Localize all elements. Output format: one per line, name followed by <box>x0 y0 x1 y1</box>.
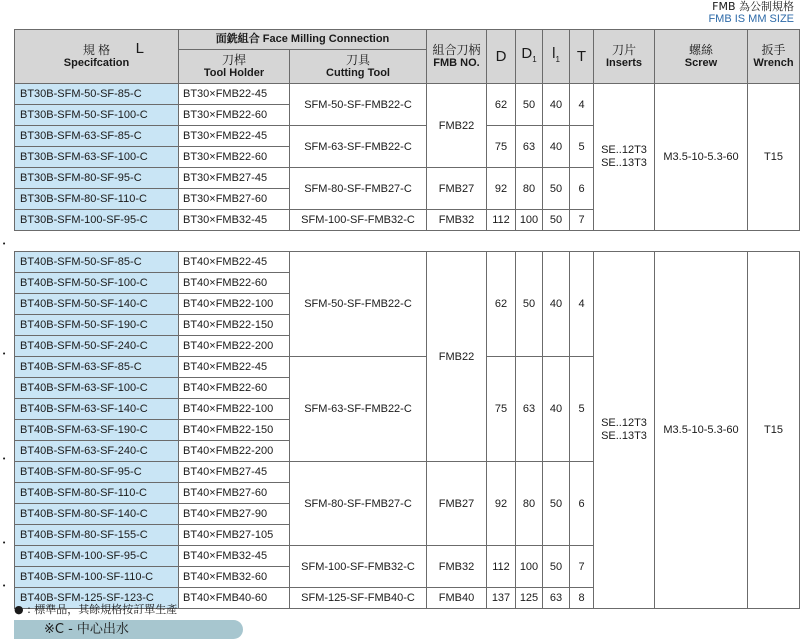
model-cell: BT30B-SFM-100-SF-95-C <box>15 210 179 231</box>
header-specification <box>15 30 179 84</box>
header-inserts-zh: 刀片 <box>611 42 636 57</box>
d1-cell: 100 <box>516 210 543 231</box>
holder-cell: BT40×FMB27-60 <box>179 483 290 504</box>
model-cell: BT40B-SFM-100-SF-95-C <box>15 546 179 567</box>
holder-cell: BT30×FMB27-60 <box>179 189 290 210</box>
holder-cell: BT40×FMB22-60 <box>179 273 290 294</box>
section-separator <box>15 231 800 252</box>
d1-cell: 80 <box>516 168 543 210</box>
holder-cell: BT40×FMB27-105 <box>179 525 290 546</box>
holder-cell: BT40×FMB27-45 <box>179 462 290 483</box>
standard-bullet: • <box>2 539 7 547</box>
header-spec-zh: 規 格 <box>82 42 111 57</box>
tool-cell: SFM-125-SF-FMB40-C <box>290 588 427 609</box>
header-screw-en: Screw <box>684 56 718 69</box>
coolant-tag <box>14 620 243 639</box>
header-tool-zh: 刀具 <box>345 52 370 67</box>
holder-cell: BT40×FMB40-60 <box>179 588 290 609</box>
standard-bullet: • <box>2 582 7 590</box>
d-cell: 92 <box>487 168 516 210</box>
l1-cell: 40 <box>543 357 570 462</box>
holder-cell: BT40×FMB22-45 <box>179 357 290 378</box>
fmb-cell: FMB27 <box>427 462 487 546</box>
standard-bullet: • <box>2 350 7 358</box>
l1-cell: 50 <box>543 210 570 231</box>
header-l1-sub: 1 <box>555 55 560 64</box>
model-cell: BT40B-SFM-125-SF-123-C <box>15 588 179 609</box>
model-cell: BT40B-SFM-50-SF-140-C <box>15 294 179 315</box>
holder-cell: BT40×FMB32-60 <box>179 567 290 588</box>
header-l1 <box>543 30 570 84</box>
model-cell: BT40B-SFM-50-SF-190-C <box>15 315 179 336</box>
tool-cell: SFM-50-SF-FMB22-C <box>290 252 427 357</box>
coolant-tag-label: ※C - 中心出水 <box>44 622 129 637</box>
model-cell: BT40B-SFM-50-SF-85-C <box>15 252 179 273</box>
holder-cell: BT30×FMB22-45 <box>179 126 290 147</box>
header-d1-main: D <box>521 45 533 62</box>
holder-cell: BT40×FMB22-100 <box>179 294 290 315</box>
l1-cell: 50 <box>543 546 570 588</box>
holder-cell: BT40×FMB22-150 <box>179 315 290 336</box>
holder-cell: BT40×FMB22-200 <box>179 336 290 357</box>
model-cell: BT40B-SFM-63-SF-100-C <box>15 378 179 399</box>
d1-cell: 125 <box>516 588 543 609</box>
header-wrench-en: Wrench <box>753 56 794 69</box>
header-inserts-en: Inserts <box>605 56 643 69</box>
header-inserts <box>594 30 655 84</box>
t-cell: 5 <box>570 126 594 168</box>
d1-cell: 80 <box>516 462 543 546</box>
footnote: ● : 標準品，其餘規格按訂單生產 <box>14 603 178 616</box>
header-d1 <box>516 30 543 84</box>
holder-cell: BT40×FMB22-45 <box>179 252 290 273</box>
fmb-cell: FMB22 <box>427 252 487 462</box>
t-cell: 7 <box>570 546 594 588</box>
header-tool-holder <box>179 50 290 84</box>
inserts-cell: SE..12T3 SE..13T3 <box>594 84 655 231</box>
l1-cell: 63 <box>543 588 570 609</box>
model-cell: BT40B-SFM-80-SF-110-C <box>15 483 179 504</box>
model-cell: BT30B-SFM-80-SF-95-C <box>15 168 179 189</box>
l1-cell: 40 <box>543 126 570 168</box>
standard-bullet: • <box>2 240 7 248</box>
holder-cell: BT30×FMB22-60 <box>179 105 290 126</box>
standard-bullet: • <box>2 455 7 463</box>
d1-cell: 63 <box>516 357 543 462</box>
model-cell: BT40B-SFM-63-SF-140-C <box>15 399 179 420</box>
header-spec-en: Specifcation <box>63 56 130 69</box>
header-holder-zh: 刀桿 <box>221 52 246 67</box>
fmb-cell: FMB40 <box>427 588 487 609</box>
tool-cell: SFM-100-SF-FMB32-C <box>290 546 427 588</box>
header-fmb-no <box>427 30 487 84</box>
model-cell: BT40B-SFM-63-SF-190-C <box>15 420 179 441</box>
tool-cell: SFM-100-SF-FMB32-C <box>290 210 427 231</box>
model-cell: BT30B-SFM-50-SF-85-C <box>15 84 179 105</box>
d-cell: 92 <box>487 462 516 546</box>
header-fmb-zh: 組合刀柄 <box>432 42 481 57</box>
model-cell: BT30B-SFM-63-SF-85-C <box>15 126 179 147</box>
screw-cell: M3.5-10-5.3-60 <box>655 84 748 231</box>
t-cell: 6 <box>570 462 594 546</box>
l1-cell: 40 <box>543 252 570 357</box>
holder-cell: BT40×FMB22-60 <box>179 378 290 399</box>
header-fmb-en: FMB NO. <box>433 56 480 69</box>
header-l1-main: l <box>552 45 556 62</box>
t-cell: 4 <box>570 84 594 126</box>
unit-note-en: FMB IS MM SIZE <box>708 13 794 25</box>
header-t: T <box>570 30 594 84</box>
holder-cell: BT30×FMB32-45 <box>179 210 290 231</box>
tool-cell: SFM-80-SF-FMB27-C <box>290 462 427 546</box>
holder-cell: BT40×FMB32-45 <box>179 546 290 567</box>
model-cell: BT40B-SFM-100-SF-110-C <box>15 567 179 588</box>
l1-cell: 40 <box>543 84 570 126</box>
unit-note-zh: FMB 為公制規格 <box>712 0 794 13</box>
holder-cell: BT40×FMB27-90 <box>179 504 290 525</box>
l1-cell: 50 <box>543 462 570 546</box>
holder-cell: BT30×FMB27-45 <box>179 168 290 189</box>
tool-cell: SFM-50-SF-FMB22-C <box>290 84 427 126</box>
model-cell: BT40B-SFM-63-SF-85-C <box>15 357 179 378</box>
model-cell: BT30B-SFM-50-SF-100-C <box>15 105 179 126</box>
header-d1-sub: 1 <box>532 55 537 64</box>
header-holder-en: Tool Holder <box>203 66 265 79</box>
table-row <box>15 84 800 105</box>
d1-cell: 50 <box>516 252 543 357</box>
model-cell: BT40B-SFM-63-SF-240-C <box>15 441 179 462</box>
model-cell: BT40B-SFM-80-SF-155-C <box>15 525 179 546</box>
header-d: D <box>487 30 516 84</box>
fmb-cell: FMB22 <box>427 84 487 168</box>
spec-table <box>14 29 800 609</box>
model-cell: BT40B-SFM-80-SF-95-C <box>15 462 179 483</box>
d-cell: 137 <box>487 588 516 609</box>
fmb-cell: FMB32 <box>427 210 487 231</box>
header-screw <box>655 30 748 84</box>
model-cell: BT30B-SFM-80-SF-110-C <box>15 189 179 210</box>
model-cell: BT40B-SFM-50-SF-240-C <box>15 336 179 357</box>
holder-cell: BT40×FMB22-100 <box>179 399 290 420</box>
model-cell: BT40B-SFM-80-SF-140-C <box>15 504 179 525</box>
l1-cell: 50 <box>543 168 570 210</box>
fmb-cell: FMB32 <box>427 546 487 588</box>
d-cell: 75 <box>487 357 516 462</box>
unit-note <box>708 0 794 26</box>
d-cell: 75 <box>487 126 516 168</box>
header-spec-l: L <box>135 40 144 57</box>
d1-cell: 50 <box>516 84 543 126</box>
d-cell: 112 <box>487 546 516 588</box>
t-cell: 5 <box>570 357 594 462</box>
header-face-milling: 面銑組合 Face Milling Connection <box>179 30 427 50</box>
header-cutting-tool <box>290 50 427 84</box>
tool-cell: SFM-80-SF-FMB27-C <box>290 168 427 210</box>
model-cell: BT40B-SFM-50-SF-100-C <box>15 273 179 294</box>
screw-cell: M3.5-10-5.3-60 <box>655 252 748 609</box>
t-cell: 4 <box>570 252 594 357</box>
t-cell: 6 <box>570 168 594 210</box>
header-wrench <box>748 30 800 84</box>
header-screw-zh: 螺絲 <box>688 42 713 57</box>
wrench-cell: T15 <box>748 84 800 231</box>
tool-cell: SFM-63-SF-FMB22-C <box>290 126 427 168</box>
d1-cell: 63 <box>516 126 543 168</box>
holder-cell: BT30×FMB22-60 <box>179 147 290 168</box>
d-cell: 112 <box>487 210 516 231</box>
d-cell: 62 <box>487 252 516 357</box>
tool-cell: SFM-63-SF-FMB22-C <box>290 357 427 462</box>
holder-cell: BT40×FMB22-150 <box>179 420 290 441</box>
wrench-cell: T15 <box>748 252 800 609</box>
d-cell: 62 <box>487 84 516 126</box>
holder-cell: BT30×FMB22-45 <box>179 84 290 105</box>
header-wrench-zh: 扳手 <box>761 42 786 57</box>
t-cell: 8 <box>570 588 594 609</box>
table-row <box>15 252 800 273</box>
t-cell: 7 <box>570 210 594 231</box>
d1-cell: 100 <box>516 546 543 588</box>
fmb-cell: FMB27 <box>427 168 487 210</box>
holder-cell: BT40×FMB22-200 <box>179 441 290 462</box>
header-tool-en: Cutting Tool <box>326 66 390 79</box>
model-cell: BT30B-SFM-63-SF-100-C <box>15 147 179 168</box>
separator-cell <box>15 231 800 252</box>
inserts-cell: SE..12T3 SE..13T3 <box>594 252 655 609</box>
